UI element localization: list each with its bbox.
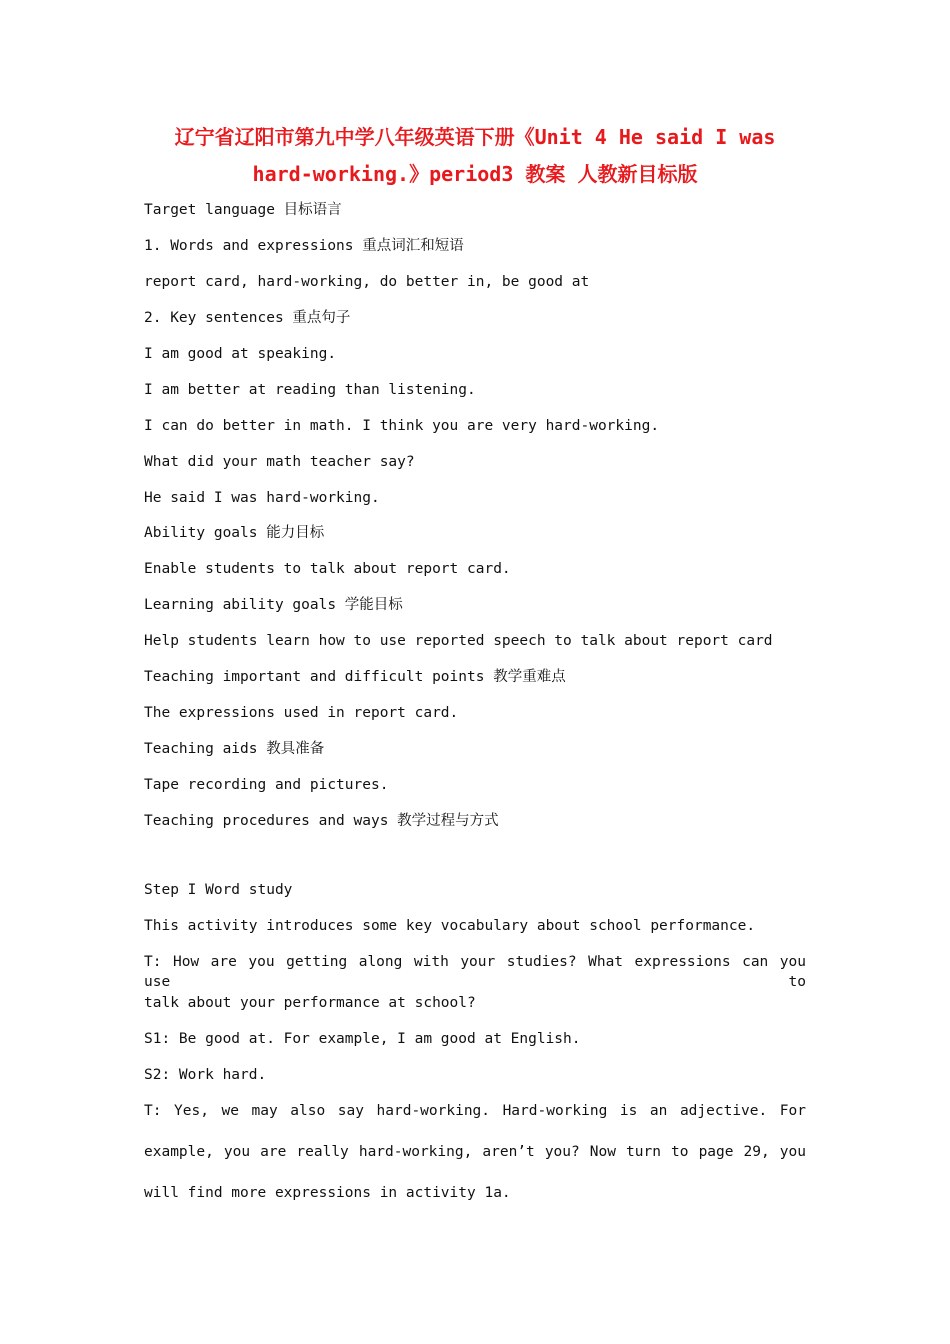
text-line: 2. Key sentences 重点句子	[144, 310, 351, 326]
text-line: Teaching procedures and ways 教学过程与方式	[144, 813, 499, 829]
text-line: 1. Words and expressions 重点词汇和短语	[144, 238, 464, 254]
text-line: Step I Word study	[144, 882, 293, 898]
text-line: T: Yes, we may also say hard-working. Hard-working is an adjective. For	[144, 1103, 806, 1119]
text-line: What did your math teacher say?	[144, 454, 415, 470]
text-line: report card, hard-working, do better in, be good at	[144, 274, 590, 290]
text-line: S2: Work hard.	[144, 1067, 267, 1083]
text-line: Teaching aids 教具准备	[144, 741, 325, 757]
text-line: Ability goals 能力目标	[144, 525, 325, 541]
text-line: S1: Be good at. For example, I am good at English.	[144, 1031, 581, 1047]
text-line: will find more expressions in activity 1a.	[144, 1185, 511, 1201]
text-line: I am better at reading than listening.	[144, 382, 476, 398]
document-title-line-2: hard-working.》period3 教案 人教新目标版	[252, 162, 698, 186]
text-line: Tape recording and pictures.	[144, 777, 389, 793]
text-line: Teaching important and difficult points 教学重难点	[144, 669, 566, 685]
text-line: T: How are you getting along with your studies? What expressions can you use to	[144, 954, 806, 990]
text-line: Target language 目标语言	[144, 202, 342, 218]
text-line: example, you are really hard-working, aren’t you? Now turn to page 29, you	[144, 1144, 806, 1160]
text-line: Learning ability goals 学能目标	[144, 597, 403, 613]
text-line: He said I was hard-working.	[144, 490, 380, 506]
document-title-line-1: 辽宁省辽阳市第九中学八年级英语下册《Unit 4 He said I was	[174, 125, 776, 149]
text-line: I can do better in math. I think you are very hard-working.	[144, 418, 660, 434]
text-line: Enable students to talk about report card.	[144, 561, 511, 577]
text-line: The expressions used in report card.	[144, 705, 459, 721]
text-line: I am good at speaking.	[144, 346, 337, 362]
text-line: talk about your performance at school?	[144, 995, 476, 1011]
text-line: Help students learn how to use reported speech to talk about report card	[144, 633, 773, 649]
text-line: This activity introduces some key vocabulary about school performance.	[144, 918, 756, 934]
